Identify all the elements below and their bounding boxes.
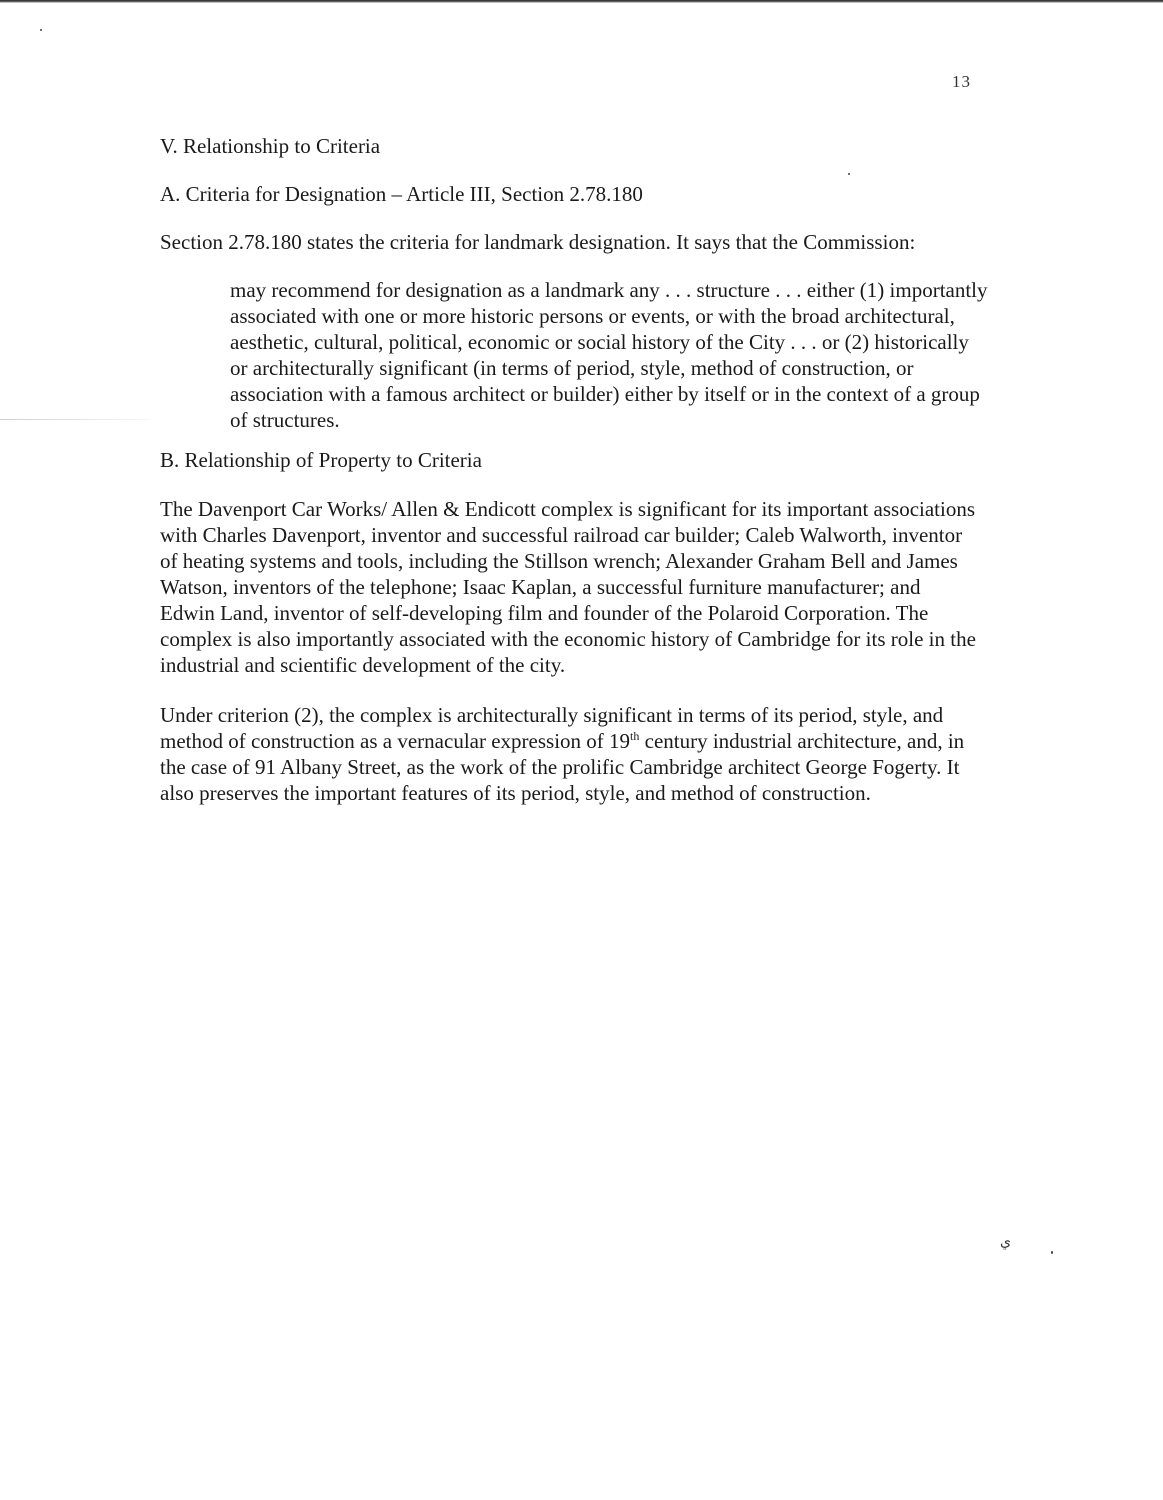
scan-edge-top [0, 0, 1163, 3]
document-body [160, 133, 990, 806]
page-number: 13 [952, 72, 971, 91]
handwritten-mark: ي [1000, 1235, 1011, 1250]
paragraph-text-end: century industrial architecture, and, in the case of 91 Albany Street, as the work of the prolific Cambridge architect George Fogerty. It also preserves the important features of its period, style, and method of construction. [160, 729, 965, 805]
section-b-paragraph-associations: The Davenport Car Works/ Allen & Endicott complex is significant for its important associations with Charles Davenport, inventor and successful railroad car builder; Caleb Walworth, inventor of heating systems and tools, including the Stillson wrench; Alexander Graham Bell and James Watson, inventors of the telephone; Isaac Kaplan, a successful furniture manufacturer; and Edwin Land, inventor of self-developing film and founder of the Polaroid Corporation. The complex is also importantly associated with the economic history of Cambridge for its role in the industrial and scientific development of the city. [160, 497, 976, 677]
scan-speck [40, 29, 42, 31]
ordinance-quote: may recommend for designation as a landmark any . . . structure . . . either (1) importantly associated with one or more historic persons or events, or with the broad architectural, aesthetic, cultural, political, economic or social history of the City . . . or (2) historically or architecturally significant (in terms of period, style, method of construction, or association with a famous architect or builder) either by itself or in the context of a group of structures. [230, 278, 988, 432]
paragraph-text-start: Under criterion (2), the complex is architecturally significant in terms of its period, style, and method of construction as a vernacular expression of 19 [160, 703, 944, 753]
section-b-paragraph-architecture [160, 702, 980, 806]
section-a-intro: Section 2.78.180 states the criteria for landmark designation. It says that the Commission: [160, 230, 916, 254]
section-v-heading: V. Relationship to Criteria [160, 134, 381, 158]
scan-speck [1051, 1251, 1053, 1254]
section-b-heading: B. Relationship of Property to Criteria [160, 448, 482, 472]
scan-artifact-line [0, 419, 150, 420]
section-a-heading: A. Criteria for Designation – Article III, Section 2.78.180 [160, 182, 643, 206]
ordinal-superscript: th [630, 729, 640, 743]
